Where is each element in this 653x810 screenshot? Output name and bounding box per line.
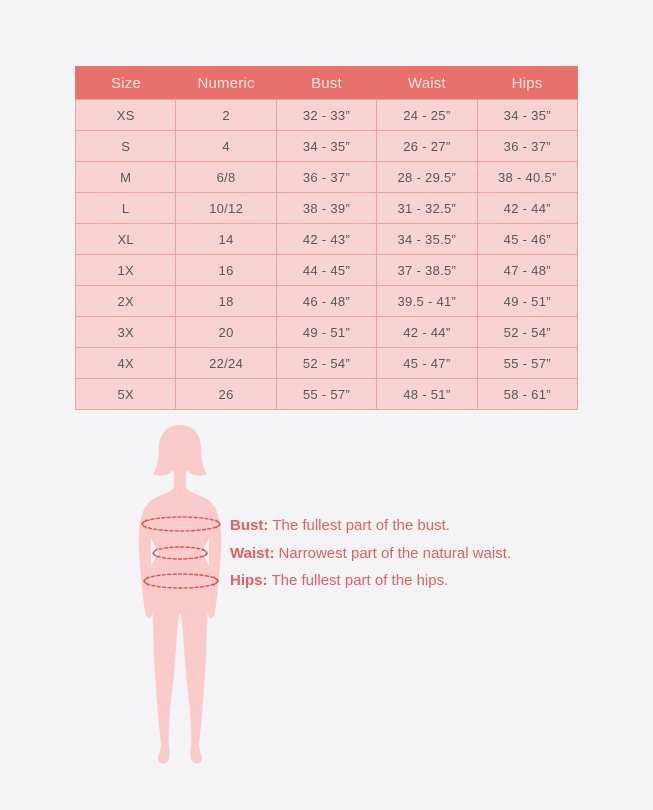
- cell-bust: 44 - 45”: [276, 255, 376, 286]
- cell-hips: 58 - 61”: [477, 379, 577, 410]
- column-header-hips: Hips: [477, 67, 577, 100]
- cell-hips: 34 - 35”: [477, 100, 577, 131]
- cell-numeric: 4: [176, 131, 276, 162]
- column-header-size: Size: [76, 67, 176, 100]
- cell-numeric: 18: [176, 286, 276, 317]
- cell-hips: 52 - 54”: [477, 317, 577, 348]
- cell-bust: 34 - 35”: [276, 131, 376, 162]
- size-table: [75, 66, 578, 410]
- cell-waist: 34 - 35.5”: [377, 224, 477, 255]
- cell-bust: 38 - 39”: [276, 193, 376, 224]
- column-header-numeric: Numeric: [176, 67, 276, 100]
- cell-bust: 36 - 37”: [276, 162, 376, 193]
- cell-waist: 48 - 51”: [377, 379, 477, 410]
- cell-waist: 42 - 44”: [377, 317, 477, 348]
- cell-bust: 55 - 57”: [276, 379, 376, 410]
- legend-hips-text: The fullest part of the hips.: [271, 572, 449, 589]
- cell-bust: 42 - 43”: [276, 224, 376, 255]
- cell-numeric: 14: [176, 224, 276, 255]
- cell-bust: 49 - 51”: [276, 317, 376, 348]
- cell-hips: 49 - 51”: [477, 286, 577, 317]
- waist-measure-arrow-right: [203, 549, 207, 557]
- cell-hips: 38 - 40.5”: [477, 162, 577, 193]
- cell-waist: 39.5 - 41”: [377, 286, 477, 317]
- legend-bust: [230, 512, 511, 540]
- cell-waist: 45 - 47”: [377, 348, 477, 379]
- cell-waist: 26 - 27”: [377, 131, 477, 162]
- legend-bust-text: The fullest part of the bust.: [272, 517, 450, 534]
- cell-size: 5X: [76, 379, 176, 410]
- header-row: [76, 67, 578, 100]
- cell-numeric: 2: [176, 100, 276, 131]
- cell-numeric: 20: [176, 317, 276, 348]
- size-table-body: [76, 100, 578, 410]
- table-row: [76, 100, 578, 131]
- cell-size: 2X: [76, 286, 176, 317]
- cell-hips: 36 - 37”: [477, 131, 577, 162]
- table-row: [76, 193, 578, 224]
- table-row: [76, 379, 578, 410]
- cell-waist: 37 - 38.5”: [377, 255, 477, 286]
- cell-hips: 55 - 57”: [477, 348, 577, 379]
- cell-hips: 45 - 46”: [477, 224, 577, 255]
- cell-size: L: [76, 193, 176, 224]
- table-row: [76, 317, 578, 348]
- legend-waist-text: Narrowest part of the natural waist.: [278, 544, 512, 562]
- cell-numeric: 6/8: [176, 162, 276, 193]
- cell-size: 1X: [76, 255, 176, 286]
- table-row: [76, 224, 578, 255]
- measurement-legend: [230, 512, 511, 595]
- table-row: [76, 162, 578, 193]
- cell-hips: 47 - 48”: [477, 255, 577, 286]
- cell-bust: 52 - 54”: [276, 348, 376, 379]
- body-silhouette: [145, 468, 215, 764]
- female-figure-silhouette: [118, 420, 243, 770]
- waist-measure-arrow-left: [153, 549, 157, 557]
- cell-waist: 24 - 25”: [377, 100, 477, 131]
- cell-size: XL: [76, 224, 176, 255]
- column-header-bust: Bust: [276, 67, 376, 100]
- cell-size: 3X: [76, 317, 176, 348]
- cell-numeric: 10/12: [176, 193, 276, 224]
- cell-size: XS: [76, 100, 176, 131]
- legend-hips-label: Hips:: [230, 572, 268, 589]
- cell-size: M: [76, 162, 176, 193]
- size-chart: [75, 66, 578, 410]
- table-row: [76, 286, 578, 317]
- legend-waist-label: Waist:: [230, 544, 275, 562]
- cell-waist: 31 - 32.5”: [377, 193, 477, 224]
- legend-waist: [230, 540, 511, 568]
- table-row: [76, 348, 578, 379]
- size-table-header: [76, 67, 578, 100]
- cell-numeric: 16: [176, 255, 276, 286]
- cell-size: 4X: [76, 348, 176, 379]
- cell-numeric: 22/24: [176, 348, 276, 379]
- cell-waist: 28 - 29.5”: [377, 162, 477, 193]
- column-header-waist: Waist: [377, 67, 477, 100]
- cell-numeric: 26: [176, 379, 276, 410]
- legend-hips: [230, 567, 511, 595]
- legend-bust-label: Bust:: [230, 517, 269, 534]
- table-row: [76, 255, 578, 286]
- cell-hips: 42 - 44”: [477, 193, 577, 224]
- cell-bust: 46 - 48”: [276, 286, 376, 317]
- table-row: [76, 131, 578, 162]
- cell-bust: 32 - 33”: [276, 100, 376, 131]
- cell-size: S: [76, 131, 176, 162]
